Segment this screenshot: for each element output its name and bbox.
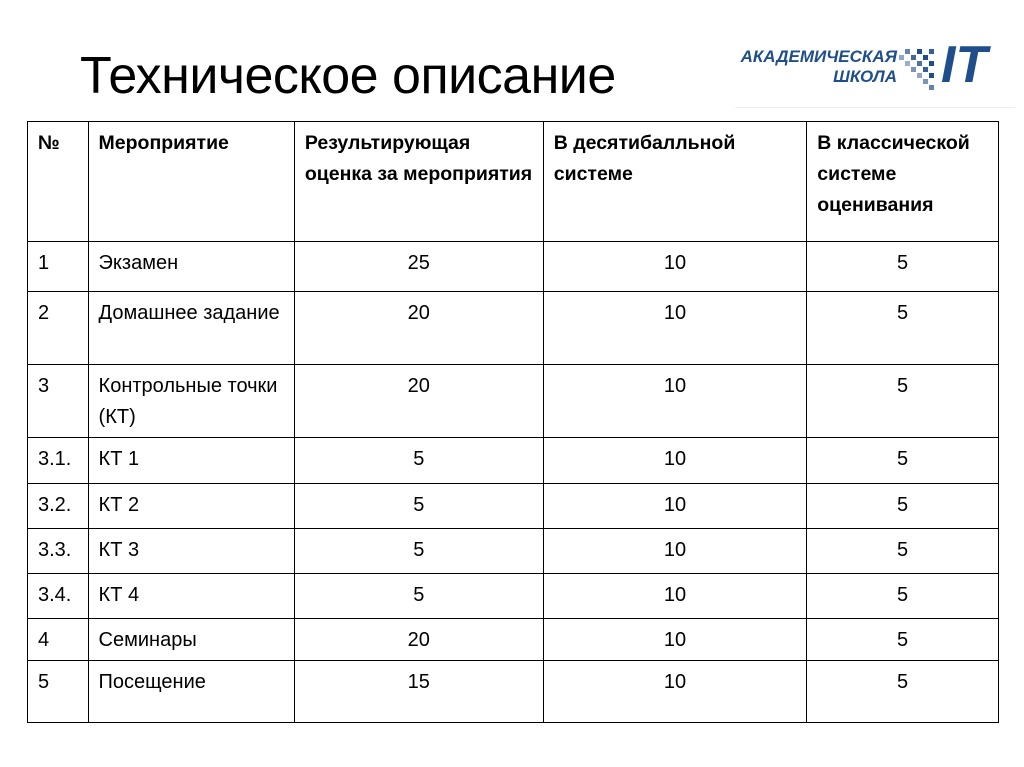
cell-result: 15	[294, 661, 543, 723]
cell-result: 5	[294, 438, 543, 484]
table-row	[28, 661, 999, 723]
cell-classic: 5	[807, 661, 999, 723]
cell-event: Посещение	[88, 661, 294, 723]
table-row	[28, 365, 999, 438]
cell-result: 25	[294, 242, 543, 292]
cell-ten-point: 10	[543, 365, 806, 438]
table-row	[28, 529, 999, 574]
cell-result: 20	[294, 365, 543, 438]
cell-classic: 5	[807, 242, 999, 292]
cell-event: КТ 2	[88, 484, 294, 529]
cell-event: Домашнее задание	[88, 292, 294, 365]
cell-result: 5	[294, 484, 543, 529]
cell-event: Контрольные точки (КТ)	[88, 365, 294, 438]
cell-ten-point: 10	[543, 529, 806, 574]
cell-number: 1	[28, 242, 89, 292]
logo-text-line2: ШКОЛА	[833, 67, 897, 86]
cell-event: Семинары	[88, 619, 294, 661]
cell-ten-point: 10	[543, 619, 806, 661]
header-result: Результирующая оценка за мероприятия	[294, 122, 543, 242]
slide-title: Техническое описание	[80, 47, 616, 105]
cell-ten-point: 10	[543, 242, 806, 292]
table-row	[28, 438, 999, 484]
academic-school-it-logo	[735, 35, 1015, 108]
cell-event: КТ 4	[88, 574, 294, 619]
cell-ten-point: 10	[543, 438, 806, 484]
cell-event: КТ 1	[88, 438, 294, 484]
header-event: Мероприятие	[88, 122, 294, 242]
cell-classic: 5	[807, 438, 999, 484]
table-row	[28, 619, 999, 661]
cell-number: 3.2.	[28, 484, 89, 529]
logo-text-line1: АКАДЕМИЧЕСКАЯ	[740, 47, 897, 66]
cell-classic: 5	[807, 574, 999, 619]
header-ten-point: В десятибалльной системе	[543, 122, 806, 242]
cell-number: 2	[28, 292, 89, 365]
cell-event: Экзамен	[88, 242, 294, 292]
cell-number: 4	[28, 619, 89, 661]
cell-number: 3.4.	[28, 574, 89, 619]
cell-classic: 5	[807, 529, 999, 574]
header-classic: В классической системе оценивания	[807, 122, 999, 242]
cell-number: 3.3.	[28, 529, 89, 574]
cell-ten-point: 10	[543, 661, 806, 723]
cell-classic: 5	[807, 484, 999, 529]
cell-event: КТ 3	[88, 529, 294, 574]
cell-number: 3.1.	[28, 438, 89, 484]
cell-ten-point: 10	[543, 292, 806, 365]
table-header-row	[28, 122, 999, 242]
cell-result: 5	[294, 574, 543, 619]
cell-classic: 5	[807, 365, 999, 438]
evaluation-table	[27, 121, 999, 723]
logo-it-letters: IT	[941, 36, 988, 94]
cell-result: 20	[294, 619, 543, 661]
cell-classic: 5	[807, 619, 999, 661]
cell-number: 5	[28, 661, 89, 723]
cell-result: 20	[294, 292, 543, 365]
header-number: №	[28, 122, 89, 242]
cell-ten-point: 10	[543, 574, 806, 619]
table-row	[28, 484, 999, 529]
table-row	[28, 242, 999, 292]
table-row	[28, 292, 999, 365]
table-row	[28, 574, 999, 619]
cell-ten-point: 10	[543, 484, 806, 529]
cell-number: 3	[28, 365, 89, 438]
cell-classic: 5	[807, 292, 999, 365]
cell-result: 5	[294, 529, 543, 574]
